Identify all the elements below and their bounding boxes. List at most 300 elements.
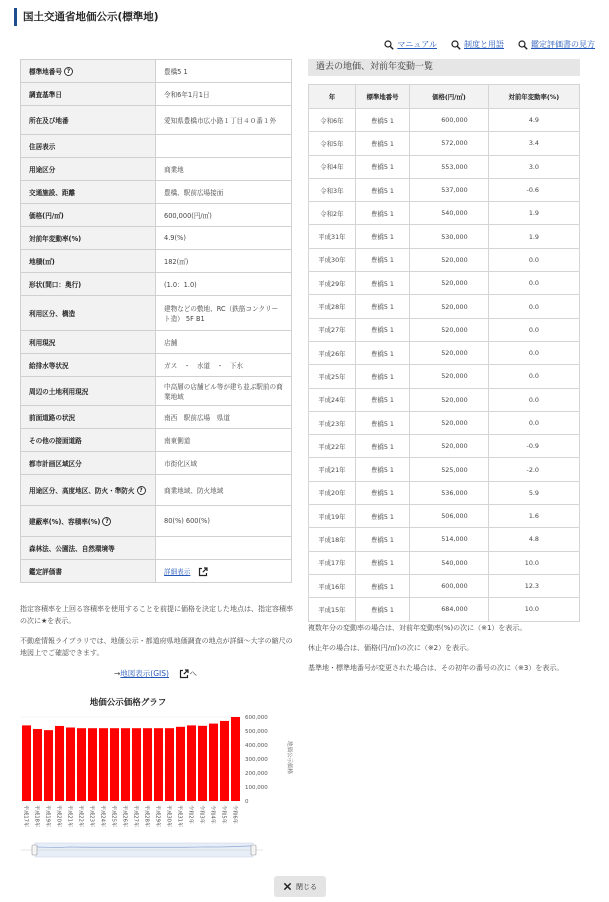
history-cell: 520,000 — [410, 295, 488, 318]
history-cell: 令和5年 — [309, 132, 356, 155]
history-cell: 537,000 — [410, 178, 488, 201]
y-tick-label: 100,000 — [245, 785, 268, 791]
history-row — [309, 248, 580, 271]
history-cell: 540,000 — [410, 202, 488, 225]
history-row — [309, 295, 580, 318]
history-cell: 豊橋5 1 — [355, 109, 409, 132]
history-cell: 0.0 — [488, 411, 579, 434]
history-table — [308, 84, 580, 622]
history-cell: 536,000 — [410, 481, 488, 504]
history-cell: 520,000 — [410, 272, 488, 295]
history-cell: 520,000 — [410, 388, 488, 411]
detail-label-text: 標準地番号 — [29, 67, 62, 76]
detail-row — [21, 354, 292, 377]
history-cell: 令和2年 — [309, 202, 356, 225]
history-cell: 平成29年 — [309, 272, 356, 295]
detail-value-text: 建物などの敷地、RC（鉄筋コンクリート造） 5F B1 — [164, 305, 279, 323]
history-cell: 530,000 — [410, 225, 488, 248]
history-row — [309, 481, 580, 504]
detail-value — [156, 377, 292, 406]
x-tick-label: 令和6年 — [231, 805, 238, 824]
detail-value-text: 600,000(円/㎡) — [164, 212, 212, 220]
detail-label — [21, 106, 156, 135]
detail-value — [156, 537, 292, 560]
history-row — [309, 109, 580, 132]
history-cell: 令和4年 — [309, 155, 356, 178]
y-tick-label: 400,000 — [245, 743, 268, 749]
history-cell: 豊橋5 1 — [355, 225, 409, 248]
history-cell: 3.0 — [488, 155, 579, 178]
x-tick-label: 平成28年 — [143, 805, 150, 828]
history-row — [309, 458, 580, 481]
history-cell: 豊橋5 1 — [355, 202, 409, 225]
history-header: 価格(円/㎡) — [410, 85, 488, 109]
detail-value — [156, 506, 292, 537]
chart-bar — [22, 725, 31, 801]
history-row — [309, 598, 580, 621]
detail-row — [21, 273, 292, 296]
detail-value-text: 豊橋、駅前広場接面 — [164, 189, 224, 197]
detail-label-text: 交通施設、距離 — [29, 189, 76, 197]
history-cell: 平成27年 — [309, 318, 356, 341]
detail-label — [21, 273, 156, 296]
appraisal-guide-link-label: 鑑定評価書の見方 — [531, 40, 595, 49]
history-cell: -0.6 — [488, 178, 579, 201]
map-link-line — [114, 668, 197, 680]
history-cell: 525,000 — [410, 458, 488, 481]
chart-bar — [66, 728, 75, 802]
detail-label-text: 住居表示 — [29, 143, 56, 151]
x-tick-label: 平成19年 — [44, 805, 51, 828]
history-cell: 1.6 — [488, 505, 579, 528]
history-cell: 600,000 — [410, 574, 488, 597]
detail-label — [21, 83, 156, 106]
detail-value — [156, 135, 292, 158]
history-header: 標準地番号 — [355, 85, 409, 109]
history-cell: 520,000 — [410, 318, 488, 341]
chart-bar — [132, 728, 141, 801]
detail-label — [21, 181, 156, 204]
chart-bar — [33, 729, 42, 801]
detail-row — [21, 560, 292, 583]
chart-title: 地価公示価格グラフ — [89, 698, 167, 708]
search-icon — [451, 40, 461, 50]
detail-label-text: 都市計画区域区分 — [29, 460, 82, 468]
detail-label — [21, 475, 156, 506]
chart-bar — [55, 726, 64, 801]
history-cell: 豊橋5 1 — [355, 505, 409, 528]
history-row — [309, 132, 580, 155]
search-icon — [384, 40, 394, 50]
external-link-icon — [179, 669, 189, 679]
history-cell: 豊橋5 1 — [355, 295, 409, 318]
history-cell: 平成21年 — [309, 458, 356, 481]
history-row — [309, 435, 580, 458]
detail-value — [156, 60, 292, 83]
x-tick-label: 平成29年 — [154, 805, 161, 828]
y-tick-label: 0 — [245, 799, 249, 805]
x-tick-label: 令和5年 — [220, 805, 227, 824]
detail-label-text: 前面道路の状況 — [29, 414, 76, 422]
history-cell: 0.0 — [488, 272, 579, 295]
price-chart — [18, 692, 293, 867]
search-icon — [518, 40, 528, 50]
detail-label-text: 利用現況 — [29, 339, 56, 347]
appraisal-detail-link[interactable]: 詳細表示 — [164, 567, 191, 576]
history-cell: 豊橋5 1 — [355, 132, 409, 155]
history-cell: 520,000 — [410, 411, 488, 434]
detail-value-text: 令和6年1月1日 — [164, 91, 210, 99]
chart-bar — [154, 728, 163, 801]
history-cell: 514,000 — [410, 528, 488, 551]
map-link-prefix: → — [114, 669, 121, 678]
detail-label — [21, 506, 156, 537]
chart-bar — [44, 730, 53, 801]
detail-label-text: 用途区分 — [29, 166, 56, 174]
history-cell: 豊橋5 1 — [355, 574, 409, 597]
chart-bar — [209, 724, 218, 801]
x-tick-label: 平成27年 — [132, 805, 139, 828]
detail-value — [156, 560, 292, 583]
detail-label — [21, 158, 156, 181]
history-cell: 0.0 — [488, 341, 579, 364]
history-row — [309, 528, 580, 551]
detail-value — [156, 429, 292, 452]
detail-row — [21, 135, 292, 158]
x-tick-label: 令和4年 — [209, 805, 216, 824]
history-cell: 5.9 — [488, 481, 579, 504]
detail-label — [21, 429, 156, 452]
detail-value — [156, 106, 292, 135]
detail-label — [21, 60, 156, 83]
history-cell: 10.0 — [488, 598, 579, 621]
history-row — [309, 365, 580, 388]
history-header: 年 — [309, 85, 356, 109]
chart-bar — [88, 728, 97, 801]
detail-value-text: 南西 駅前広場 県道 — [164, 414, 230, 422]
x-tick-label: 平成26年 — [121, 805, 128, 828]
detail-label — [21, 452, 156, 475]
history-row — [309, 202, 580, 225]
history-cell: 令和6年 — [309, 109, 356, 132]
detail-label-text: 鑑定評価書 — [29, 568, 62, 576]
detail-label — [21, 227, 156, 250]
detail-label — [21, 354, 156, 377]
detail-label — [21, 560, 156, 583]
history-cell: 平成23年 — [309, 411, 356, 434]
detail-row — [21, 158, 292, 181]
detail-label — [21, 250, 156, 273]
y-axis-label: 地価公示価格 — [286, 741, 292, 775]
chart-bar — [110, 728, 119, 801]
history-cell: 520,000 — [410, 435, 488, 458]
y-tick-label: 600,000 — [245, 715, 268, 721]
history-cell: 平成19年 — [309, 505, 356, 528]
terms-link-label: 制度と用語 — [464, 40, 504, 49]
history-cell: 豊橋5 1 — [355, 341, 409, 364]
detail-row — [21, 506, 292, 537]
history-cell: 豊橋5 1 — [355, 411, 409, 434]
detail-label — [21, 537, 156, 560]
appraisal-guide-link[interactable] — [518, 39, 595, 50]
detail-label-text: 調査基準日 — [29, 91, 62, 99]
history-cell: 豊橋5 1 — [355, 318, 409, 341]
history-cell: 豊橋5 1 — [355, 248, 409, 271]
detail-label-text: 建蔽率(%)、容積率(%) — [29, 517, 101, 526]
history-cell: 4.9 — [488, 109, 579, 132]
history-cell: 豊橋5 1 — [355, 551, 409, 574]
history-cell: 平成22年 — [309, 435, 356, 458]
detail-label — [21, 135, 156, 158]
detail-value-text: (1.0：1.0) — [164, 281, 197, 289]
detail-value — [156, 452, 292, 475]
history-cell: 平成20年 — [309, 481, 356, 504]
history-cell: 10.0 — [488, 551, 579, 574]
chart-bar — [143, 728, 152, 801]
x-tick-label: 平成24年 — [99, 805, 106, 828]
detail-value — [156, 475, 292, 506]
x-tick-label: 平成25年 — [110, 805, 117, 828]
history-row — [309, 341, 580, 364]
detail-row — [21, 429, 292, 452]
navigator-handle-right — [251, 845, 256, 855]
y-tick-label: 200,000 — [245, 771, 268, 777]
history-cell: 令和3年 — [309, 178, 356, 201]
note-right-1: 複数年分の変動率の場合は、対前年変動率(%)の次に（※1）を表示。 — [308, 624, 527, 632]
history-cell: 豊橋5 1 — [355, 435, 409, 458]
detail-label-text: 形状(間口：奥行) — [29, 281, 82, 289]
history-cell: 平成31年 — [309, 225, 356, 248]
history-row — [309, 505, 580, 528]
history-cell: 平成15年 — [309, 598, 356, 621]
history-cell: 平成28年 — [309, 295, 356, 318]
x-tick-label: 平成22年 — [77, 805, 84, 828]
history-cell: 豊橋5 1 — [355, 272, 409, 295]
detail-value-text: 南東側道 — [164, 437, 191, 445]
x-tick-label: 平成17年 — [22, 805, 29, 828]
detail-value-text: 中高層の店舗ビル等が建ち並ぶ駅前の商業地域 — [164, 383, 283, 401]
history-cell: 0.0 — [488, 388, 579, 411]
detail-value-text: 豊橋5 1 — [164, 68, 188, 76]
history-row — [309, 318, 580, 341]
chart-bar — [176, 727, 185, 801]
x-tick-label: 平成21年 — [66, 805, 73, 828]
history-row — [309, 155, 580, 178]
detail-row — [21, 475, 292, 506]
x-tick-label: 令和2年 — [187, 805, 194, 824]
history-cell: 平成24年 — [309, 388, 356, 411]
x-tick-label: 平成18年 — [33, 805, 40, 828]
history-cell: 豊橋5 1 — [355, 598, 409, 621]
history-row — [309, 225, 580, 248]
detail-value — [156, 296, 292, 331]
history-cell: 平成25年 — [309, 365, 356, 388]
detail-value — [156, 250, 292, 273]
x-tick-label: 平成31年 — [176, 805, 183, 828]
history-cell: 572,000 — [410, 132, 488, 155]
history-cell: 豊橋5 1 — [355, 155, 409, 178]
detail-value — [156, 227, 292, 250]
top-links — [384, 39, 595, 50]
detail-label-text: 地積(㎡) — [29, 258, 55, 266]
chart-bar — [165, 728, 174, 801]
history-cell: 553,000 — [410, 155, 488, 178]
detail-value — [156, 331, 292, 354]
detail-value-text: ガス ・ 水道 ・ 下水 — [164, 362, 244, 370]
history-cell: 520,000 — [410, 248, 488, 271]
detail-row — [21, 296, 292, 331]
history-cell: 520,000 — [410, 365, 488, 388]
history-row — [309, 272, 580, 295]
detail-label — [21, 406, 156, 429]
detail-row — [21, 331, 292, 354]
history-row — [309, 551, 580, 574]
detail-label-text: その他の接面道路 — [29, 437, 82, 445]
history-cell: 豊橋5 1 — [355, 481, 409, 504]
detail-row — [21, 181, 292, 204]
note-right-2: 休止年の場合は、価格(円/㎡)の次に（※2）を表示。 — [308, 644, 474, 652]
history-cell: -2.0 — [488, 458, 579, 481]
navigator-handle-left — [32, 845, 37, 855]
detail-label — [21, 331, 156, 354]
detail-row — [21, 377, 292, 406]
history-header: 対前年変動率(%) — [488, 85, 579, 109]
y-tick-label: 500,000 — [245, 729, 268, 735]
detail-label — [21, 296, 156, 331]
terms-link[interactable] — [451, 39, 504, 50]
chart-bar — [220, 721, 229, 801]
detail-value-text: 店舗 — [164, 339, 178, 347]
history-cell: 600,000 — [410, 109, 488, 132]
x-tick-label: 平成23年 — [88, 805, 95, 828]
detail-label-text: 価格(円/㎡) — [29, 212, 64, 220]
history-cell: 3.4 — [488, 132, 579, 155]
detail-value — [156, 204, 292, 227]
y-tick-label: 300,000 — [245, 757, 268, 763]
history-cell: 平成17年 — [309, 551, 356, 574]
note-floor-area: 指定容積率を上回る容積率を使用することを前提に価格を決定した地点は、指定容積率の次に★を表示。 — [20, 605, 293, 625]
detail-value — [156, 83, 292, 106]
detail-label-text: 周辺の土地利用現況 — [29, 388, 89, 396]
detail-row — [21, 204, 292, 227]
history-cell: 平成16年 — [309, 574, 356, 597]
history-row — [309, 411, 580, 434]
chart-bar — [231, 717, 240, 801]
detail-value — [156, 406, 292, 429]
chart-bar — [198, 726, 207, 801]
manual-link[interactable] — [384, 39, 437, 50]
history-cell: 豊橋5 1 — [355, 388, 409, 411]
detail-label-text: 給排水等状況 — [29, 362, 69, 370]
detail-row — [21, 227, 292, 250]
x-tick-label: 平成20年 — [55, 805, 62, 828]
chart-bar — [99, 728, 108, 801]
help-icon[interactable]: ? — [64, 67, 73, 76]
history-cell: 684,000 — [410, 598, 488, 621]
detail-value-text: 市街化区域 — [164, 460, 197, 468]
close-button-label: 閉じる — [296, 882, 317, 891]
detail-value-text: 80(%) 600(%) — [164, 517, 210, 525]
history-cell: 平成18年 — [309, 528, 356, 551]
detail-value-text: 4.9(%) — [164, 234, 186, 242]
history-cell: 1.9 — [488, 225, 579, 248]
help-icon[interactable]: ? — [102, 517, 111, 526]
note-right-3: 基準地・標準地番号が変更された場合は、その初年の番号の次に（※3）を表示。 — [308, 664, 564, 672]
history-cell: 平成30年 — [309, 248, 356, 271]
detail-value-text: 商業地 — [164, 166, 184, 174]
detail-value — [156, 273, 292, 296]
history-cell: 豊橋5 1 — [355, 365, 409, 388]
map-link-suffix: へ — [189, 669, 197, 678]
history-cell: 540,000 — [410, 551, 488, 574]
history-cell: 豊橋5 1 — [355, 178, 409, 201]
history-row — [309, 574, 580, 597]
close-icon — [283, 882, 292, 891]
chart-svg — [18, 692, 293, 867]
detail-value — [156, 354, 292, 377]
detail-row — [21, 537, 292, 560]
detail-label-text: 対前年変動率(%) — [29, 235, 82, 243]
detail-value — [156, 158, 292, 181]
close-button[interactable] — [274, 876, 326, 897]
history-row — [309, 388, 580, 411]
history-row — [309, 178, 580, 201]
history-cell: 0.0 — [488, 295, 579, 318]
help-icon[interactable]: ? — [137, 486, 146, 495]
history-cell: -0.9 — [488, 435, 579, 458]
chart-bar — [187, 725, 196, 801]
detail-label — [21, 204, 156, 227]
x-tick-label: 令和3年 — [198, 805, 205, 824]
detail-value-text: 愛知県豊橋市広小路１丁目４０番１外 — [164, 117, 277, 125]
detail-label — [21, 377, 156, 406]
detail-row — [21, 83, 292, 106]
history-cell: 506,000 — [410, 505, 488, 528]
detail-row — [21, 106, 292, 135]
history-cell: 4.8 — [488, 528, 579, 551]
detail-label-text: 用途区分、高度地区、防火・準防火 — [29, 486, 135, 495]
detail-row — [21, 452, 292, 475]
history-cell: 豊橋5 1 — [355, 528, 409, 551]
external-link-icon — [198, 567, 208, 577]
detail-label-text: 利用区分、構造 — [29, 310, 76, 318]
map-link[interactable]: 地図表示(GIS) — [120, 669, 169, 678]
history-cell: 1.9 — [488, 202, 579, 225]
chart-bar — [121, 728, 130, 801]
detail-value-text: 商業地域、防火地域 — [164, 487, 224, 495]
history-cell: 0.0 — [488, 248, 579, 271]
detail-table — [20, 59, 292, 583]
history-cell: 平成26年 — [309, 341, 356, 364]
page-title: 国土交通省地価公示(標準地) — [14, 8, 159, 26]
history-cell: 0.0 — [488, 365, 579, 388]
detail-row — [21, 250, 292, 273]
history-title: 過去の地価、対前年変動一覧 — [308, 59, 580, 76]
detail-value-text: 182(㎡) — [164, 258, 189, 266]
manual-link-label: マニュアル — [397, 40, 437, 49]
history-cell: 豊橋5 1 — [355, 458, 409, 481]
history-cell: 520,000 — [410, 341, 488, 364]
history-cell: 0.0 — [488, 318, 579, 341]
detail-label-text: 所在及び地番 — [29, 117, 69, 125]
detail-value — [156, 181, 292, 204]
chart-bar — [77, 728, 86, 801]
history-cell: 12.3 — [488, 574, 579, 597]
detail-row — [21, 406, 292, 429]
detail-row — [21, 60, 292, 83]
note-library: 不動産情報ライブラリでは、地価公示・都道府県地価調査の地点が詳細～大字の縮尺の地図上でご確認できます。 — [20, 637, 293, 657]
x-tick-label: 平成30年 — [165, 805, 172, 828]
